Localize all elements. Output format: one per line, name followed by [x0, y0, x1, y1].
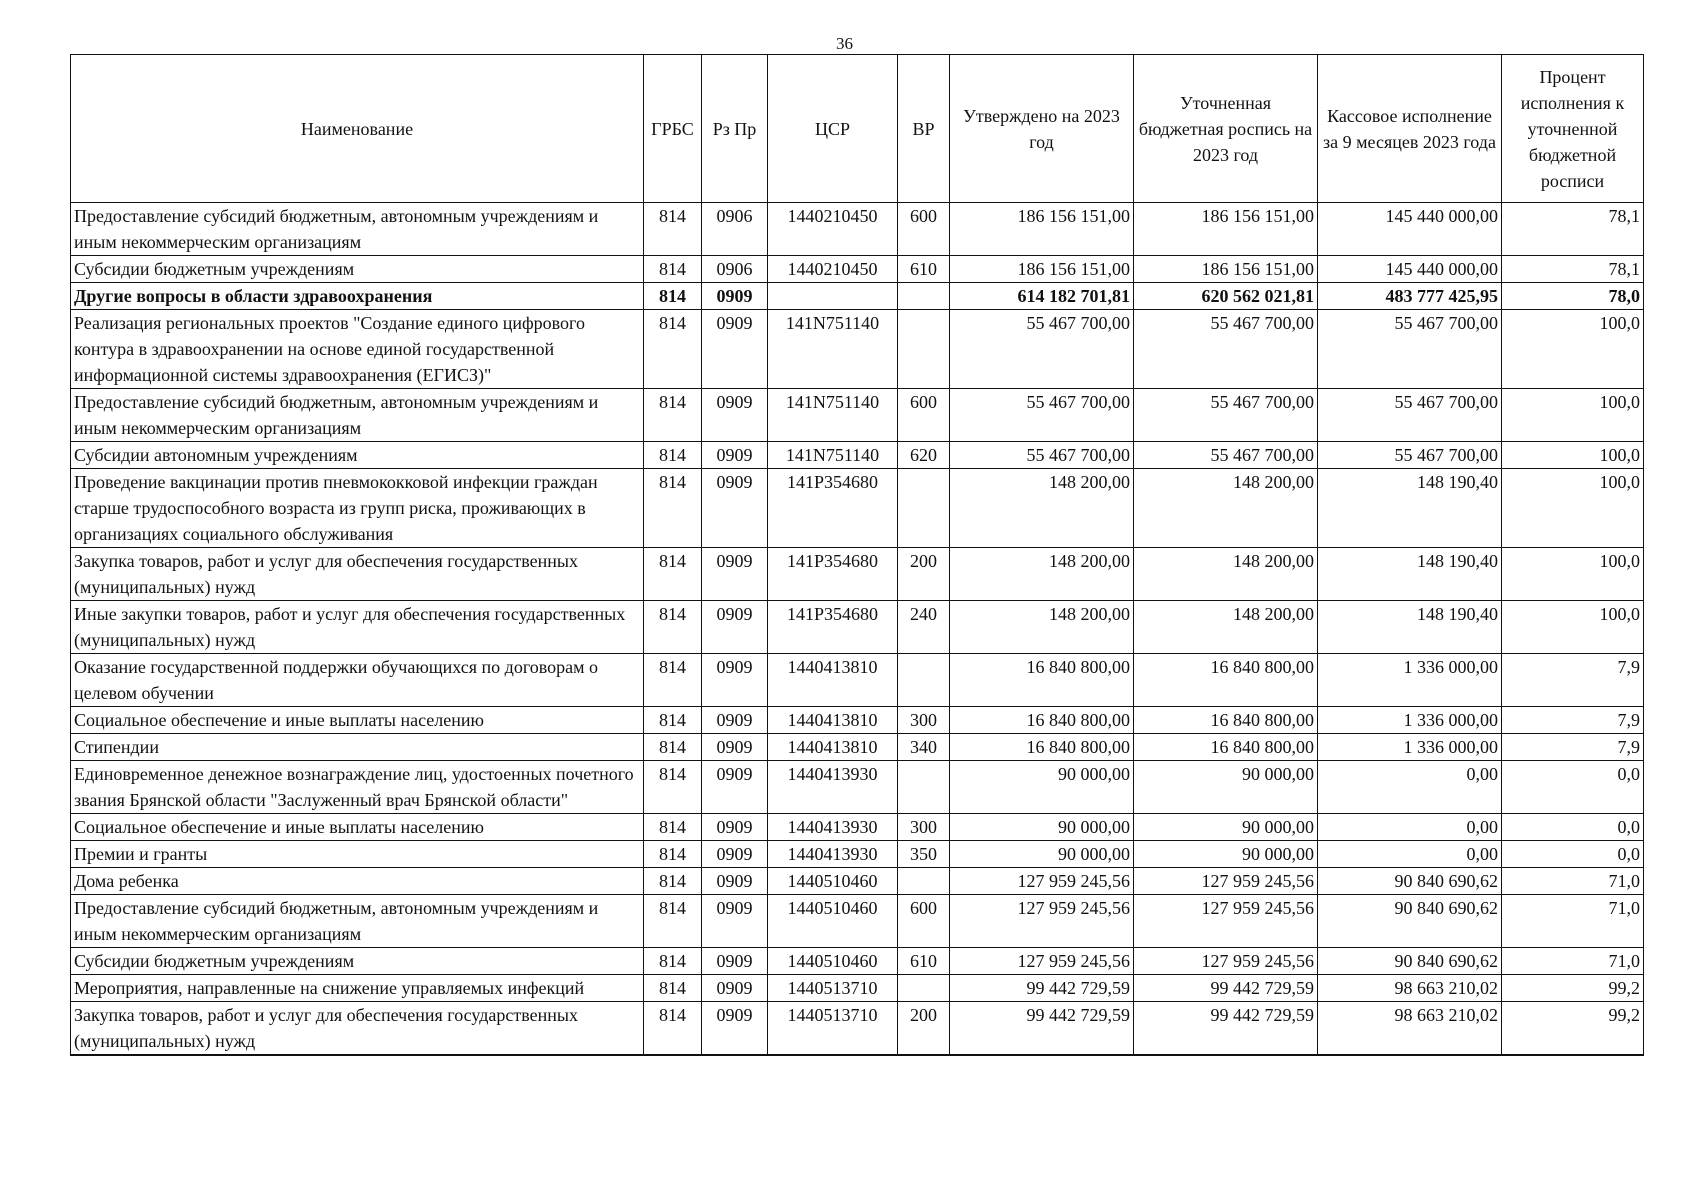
- row-csr-cell: 141P354680: [768, 469, 898, 548]
- row-refined-cell: 186 156 151,00: [1134, 203, 1318, 256]
- table-row: [71, 707, 1644, 734]
- row-rzpr-cell: 0909: [702, 734, 768, 761]
- table-row: [71, 548, 1644, 601]
- row-grbs-cell: 814: [644, 761, 702, 814]
- row-name-cell: Оказание государственной поддержки обучающихся по договорам о целевом обучении: [71, 654, 644, 707]
- row-csr-cell: 1440413810: [768, 707, 898, 734]
- table-row: [71, 841, 1644, 868]
- row-percent-cell: 99,2: [1502, 975, 1644, 1002]
- row-name-cell: Социальное обеспечение и иные выплаты населению: [71, 814, 644, 841]
- header-grbs: ГРБС: [644, 55, 702, 203]
- row-approved-cell: 99 442 729,59: [950, 1002, 1134, 1056]
- table-row: [71, 203, 1644, 256]
- row-refined-cell: 148 200,00: [1134, 469, 1318, 548]
- row-vr-cell: 610: [898, 256, 950, 283]
- row-cash-cell: 90 840 690,62: [1318, 948, 1502, 975]
- row-csr-cell: 1440413810: [768, 654, 898, 707]
- row-approved-cell: 55 467 700,00: [950, 389, 1134, 442]
- row-grbs-cell: 814: [644, 283, 702, 310]
- row-vr-cell: 340: [898, 734, 950, 761]
- row-cash-cell: 98 663 210,02: [1318, 1002, 1502, 1056]
- table-row: [71, 256, 1644, 283]
- row-percent-cell: 71,0: [1502, 868, 1644, 895]
- row-percent-cell: 99,2: [1502, 1002, 1644, 1056]
- row-vr-cell: [898, 654, 950, 707]
- row-vr-cell: 300: [898, 814, 950, 841]
- row-csr-cell: 141N751140: [768, 310, 898, 389]
- row-rzpr-cell: 0909: [702, 948, 768, 975]
- row-rzpr-cell: 0906: [702, 256, 768, 283]
- table-row: [71, 601, 1644, 654]
- row-cash-cell: 55 467 700,00: [1318, 310, 1502, 389]
- row-percent-cell: 100,0: [1502, 601, 1644, 654]
- row-percent-cell: 7,9: [1502, 734, 1644, 761]
- row-grbs-cell: 814: [644, 442, 702, 469]
- row-rzpr-cell: 0909: [702, 548, 768, 601]
- header-percent: Процент исполнения к уточненной бюджетной росписи: [1502, 55, 1644, 203]
- row-percent-cell: 78,0: [1502, 283, 1644, 310]
- table-row: [71, 814, 1644, 841]
- row-grbs-cell: 814: [644, 654, 702, 707]
- row-name-cell: Мероприятия, направленные на снижение управляемых инфекций: [71, 975, 644, 1002]
- row-approved-cell: 186 156 151,00: [950, 203, 1134, 256]
- header-csr: ЦСР: [768, 55, 898, 203]
- row-vr-cell: 620: [898, 442, 950, 469]
- row-name-cell: Стипендии: [71, 734, 644, 761]
- row-csr-cell: 1440413930: [768, 761, 898, 814]
- row-vr-cell: 200: [898, 1002, 950, 1056]
- row-refined-cell: 186 156 151,00: [1134, 256, 1318, 283]
- row-name-cell: Дома ребенка: [71, 868, 644, 895]
- row-grbs-cell: 814: [644, 841, 702, 868]
- row-vr-cell: 200: [898, 548, 950, 601]
- row-refined-cell: 90 000,00: [1134, 814, 1318, 841]
- row-csr-cell: 1440510460: [768, 895, 898, 948]
- row-refined-cell: 127 959 245,56: [1134, 868, 1318, 895]
- row-cash-cell: 0,00: [1318, 814, 1502, 841]
- row-percent-cell: 100,0: [1502, 442, 1644, 469]
- row-vr-cell: 240: [898, 601, 950, 654]
- row-cash-cell: 90 840 690,62: [1318, 895, 1502, 948]
- budget-table: [70, 54, 1644, 1056]
- row-vr-cell: [898, 868, 950, 895]
- row-rzpr-cell: 0909: [702, 1002, 768, 1056]
- row-vr-cell: [898, 975, 950, 1002]
- row-grbs-cell: 814: [644, 707, 702, 734]
- row-approved-cell: 90 000,00: [950, 841, 1134, 868]
- table-row: [71, 734, 1644, 761]
- row-vr-cell: [898, 283, 950, 310]
- row-rzpr-cell: 0909: [702, 707, 768, 734]
- row-csr-cell: 1440510460: [768, 948, 898, 975]
- row-cash-cell: 145 440 000,00: [1318, 203, 1502, 256]
- row-vr-cell: [898, 310, 950, 389]
- row-grbs-cell: 814: [644, 389, 702, 442]
- row-refined-cell: 55 467 700,00: [1134, 442, 1318, 469]
- row-cash-cell: 1 336 000,00: [1318, 734, 1502, 761]
- row-grbs-cell: 814: [644, 310, 702, 389]
- row-percent-cell: 100,0: [1502, 389, 1644, 442]
- row-percent-cell: 7,9: [1502, 707, 1644, 734]
- row-cash-cell: 148 190,40: [1318, 601, 1502, 654]
- table-row: [71, 1002, 1644, 1056]
- row-cash-cell: 90 840 690,62: [1318, 868, 1502, 895]
- row-approved-cell: 90 000,00: [950, 814, 1134, 841]
- row-name-cell: Предоставление субсидий бюджетным, автономным учреждениям и иным некоммерческим организациям: [71, 389, 644, 442]
- header-name: Наименование: [71, 55, 644, 203]
- row-percent-cell: 78,1: [1502, 256, 1644, 283]
- row-refined-cell: 90 000,00: [1134, 761, 1318, 814]
- row-percent-cell: 0,0: [1502, 814, 1644, 841]
- table-row: [71, 283, 1644, 310]
- row-rzpr-cell: 0909: [702, 442, 768, 469]
- row-approved-cell: 16 840 800,00: [950, 734, 1134, 761]
- row-name-cell: Проведение вакцинации против пневмококковой инфекции граждан старше трудоспособного возраста из групп риска, проживающих в организациях социального обслуживания: [71, 469, 644, 548]
- row-csr-cell: 1440510460: [768, 868, 898, 895]
- row-vr-cell: [898, 469, 950, 548]
- row-grbs-cell: 814: [644, 814, 702, 841]
- row-vr-cell: [898, 761, 950, 814]
- row-percent-cell: 100,0: [1502, 310, 1644, 389]
- row-name-cell: Субсидии бюджетным учреждениям: [71, 948, 644, 975]
- row-approved-cell: 90 000,00: [950, 761, 1134, 814]
- row-rzpr-cell: 0909: [702, 654, 768, 707]
- row-refined-cell: 148 200,00: [1134, 601, 1318, 654]
- row-name-cell: Закупка товаров, работ и услуг для обеспечения государственных (муниципальных) нужд: [71, 1002, 644, 1056]
- row-csr-cell: 1440413810: [768, 734, 898, 761]
- row-rzpr-cell: 0909: [702, 814, 768, 841]
- row-grbs-cell: 814: [644, 1002, 702, 1056]
- header-cash: Кассовое исполнение за 9 месяцев 2023 года: [1318, 55, 1502, 203]
- row-cash-cell: 55 467 700,00: [1318, 389, 1502, 442]
- row-refined-cell: 55 467 700,00: [1134, 389, 1318, 442]
- row-percent-cell: 100,0: [1502, 548, 1644, 601]
- row-grbs-cell: 814: [644, 868, 702, 895]
- table-row: [71, 761, 1644, 814]
- row-refined-cell: 148 200,00: [1134, 548, 1318, 601]
- row-refined-cell: 99 442 729,59: [1134, 975, 1318, 1002]
- row-vr-cell: 300: [898, 707, 950, 734]
- row-vr-cell: 350: [898, 841, 950, 868]
- table-row: [71, 868, 1644, 895]
- row-approved-cell: 16 840 800,00: [950, 707, 1134, 734]
- row-csr-cell: 1440210450: [768, 203, 898, 256]
- row-grbs-cell: 814: [644, 203, 702, 256]
- row-rzpr-cell: 0909: [702, 283, 768, 310]
- row-vr-cell: 600: [898, 389, 950, 442]
- row-percent-cell: 71,0: [1502, 895, 1644, 948]
- row-cash-cell: 0,00: [1318, 761, 1502, 814]
- row-rzpr-cell: 0909: [702, 868, 768, 895]
- row-csr-cell: 1440513710: [768, 1002, 898, 1056]
- row-vr-cell: 600: [898, 895, 950, 948]
- table-row: [71, 469, 1644, 548]
- row-percent-cell: 0,0: [1502, 841, 1644, 868]
- row-rzpr-cell: 0909: [702, 761, 768, 814]
- row-refined-cell: 16 840 800,00: [1134, 654, 1318, 707]
- row-grbs-cell: 814: [644, 601, 702, 654]
- row-name-cell: Другие вопросы в области здравоохранения: [71, 283, 644, 310]
- row-rzpr-cell: 0909: [702, 310, 768, 389]
- row-rzpr-cell: 0909: [702, 975, 768, 1002]
- row-cash-cell: 148 190,40: [1318, 469, 1502, 548]
- row-name-cell: Единовременное денежное вознаграждение лиц, удостоенных почетного звания Брянской области "Заслуженный врач Брянской области": [71, 761, 644, 814]
- row-percent-cell: 100,0: [1502, 469, 1644, 548]
- row-grbs-cell: 814: [644, 948, 702, 975]
- row-refined-cell: 55 467 700,00: [1134, 310, 1318, 389]
- row-refined-cell: 90 000,00: [1134, 841, 1318, 868]
- row-refined-cell: 99 442 729,59: [1134, 1002, 1318, 1056]
- row-rzpr-cell: 0909: [702, 389, 768, 442]
- row-name-cell: Субсидии автономным учреждениям: [71, 442, 644, 469]
- row-approved-cell: 127 959 245,56: [950, 948, 1134, 975]
- row-name-cell: Субсидии бюджетным учреждениям: [71, 256, 644, 283]
- row-approved-cell: 127 959 245,56: [950, 868, 1134, 895]
- row-csr-cell: 1440413930: [768, 814, 898, 841]
- row-grbs-cell: 814: [644, 734, 702, 761]
- row-csr-cell: 141N751140: [768, 389, 898, 442]
- row-rzpr-cell: 0909: [702, 841, 768, 868]
- row-percent-cell: 7,9: [1502, 654, 1644, 707]
- row-grbs-cell: 814: [644, 895, 702, 948]
- row-approved-cell: 148 200,00: [950, 548, 1134, 601]
- header-vr: ВР: [898, 55, 950, 203]
- header-approved: Утверждено на 2023 год: [950, 55, 1134, 203]
- row-approved-cell: 99 442 729,59: [950, 975, 1134, 1002]
- row-approved-cell: 55 467 700,00: [950, 442, 1134, 469]
- row-approved-cell: 127 959 245,56: [950, 895, 1134, 948]
- row-csr-cell: 141P354680: [768, 548, 898, 601]
- row-approved-cell: 148 200,00: [950, 469, 1134, 548]
- page-number: 36: [836, 34, 853, 53]
- row-approved-cell: 16 840 800,00: [950, 654, 1134, 707]
- row-cash-cell: 483 777 425,95: [1318, 283, 1502, 310]
- row-name-cell: Реализация региональных проектов "Создание единого цифрового контура в здравоохранении на основе единой государственной информационной системы здравоохранения (ЕГИСЗ)": [71, 310, 644, 389]
- table-row: [71, 310, 1644, 389]
- row-cash-cell: 0,00: [1318, 841, 1502, 868]
- header-row: [71, 55, 1644, 203]
- row-rzpr-cell: 0909: [702, 601, 768, 654]
- row-refined-cell: 127 959 245,56: [1134, 895, 1318, 948]
- table-row: [71, 895, 1644, 948]
- row-csr-cell: 141N751140: [768, 442, 898, 469]
- row-vr-cell: 610: [898, 948, 950, 975]
- row-percent-cell: 71,0: [1502, 948, 1644, 975]
- row-grbs-cell: 814: [644, 469, 702, 548]
- row-approved-cell: 614 182 701,81: [950, 283, 1134, 310]
- row-refined-cell: 127 959 245,56: [1134, 948, 1318, 975]
- table-row: [71, 948, 1644, 975]
- row-name-cell: Предоставление субсидий бюджетным, автономным учреждениям и иным некоммерческим организациям: [71, 203, 644, 256]
- row-grbs-cell: 814: [644, 256, 702, 283]
- row-percent-cell: 78,1: [1502, 203, 1644, 256]
- row-name-cell: Иные закупки товаров, работ и услуг для обеспечения государственных (муниципальных) нужд: [71, 601, 644, 654]
- row-approved-cell: 148 200,00: [950, 601, 1134, 654]
- row-grbs-cell: 814: [644, 975, 702, 1002]
- row-approved-cell: 55 467 700,00: [950, 310, 1134, 389]
- table-row: [71, 442, 1644, 469]
- row-name-cell: Предоставление субсидий бюджетным, автономным учреждениям и иным некоммерческим организациям: [71, 895, 644, 948]
- row-csr-cell: 1440513710: [768, 975, 898, 1002]
- row-cash-cell: 55 467 700,00: [1318, 442, 1502, 469]
- row-cash-cell: 1 336 000,00: [1318, 654, 1502, 707]
- row-csr-cell: 1440413930: [768, 841, 898, 868]
- table-body: [71, 203, 1644, 1056]
- row-csr-cell: 1440210450: [768, 256, 898, 283]
- row-refined-cell: 620 562 021,81: [1134, 283, 1318, 310]
- row-cash-cell: 98 663 210,02: [1318, 975, 1502, 1002]
- table-row: [71, 975, 1644, 1002]
- row-name-cell: Премии и гранты: [71, 841, 644, 868]
- row-vr-cell: 600: [898, 203, 950, 256]
- row-csr-cell: [768, 283, 898, 310]
- row-cash-cell: 148 190,40: [1318, 548, 1502, 601]
- row-percent-cell: 0,0: [1502, 761, 1644, 814]
- row-approved-cell: 186 156 151,00: [950, 256, 1134, 283]
- row-refined-cell: 16 840 800,00: [1134, 707, 1318, 734]
- row-cash-cell: 145 440 000,00: [1318, 256, 1502, 283]
- row-name-cell: Социальное обеспечение и иные выплаты населению: [71, 707, 644, 734]
- header-rzpr: Рз Пр: [702, 55, 768, 203]
- row-cash-cell: 1 336 000,00: [1318, 707, 1502, 734]
- table-row: [71, 389, 1644, 442]
- row-csr-cell: 141P354680: [768, 601, 898, 654]
- row-refined-cell: 16 840 800,00: [1134, 734, 1318, 761]
- row-rzpr-cell: 0909: [702, 469, 768, 548]
- row-rzpr-cell: 0906: [702, 203, 768, 256]
- row-rzpr-cell: 0909: [702, 895, 768, 948]
- table-row: [71, 654, 1644, 707]
- row-name-cell: Закупка товаров, работ и услуг для обеспечения государственных (муниципальных) нужд: [71, 548, 644, 601]
- row-grbs-cell: 814: [644, 548, 702, 601]
- header-refined: Уточненная бюджетная роспись на 2023 год: [1134, 55, 1318, 203]
